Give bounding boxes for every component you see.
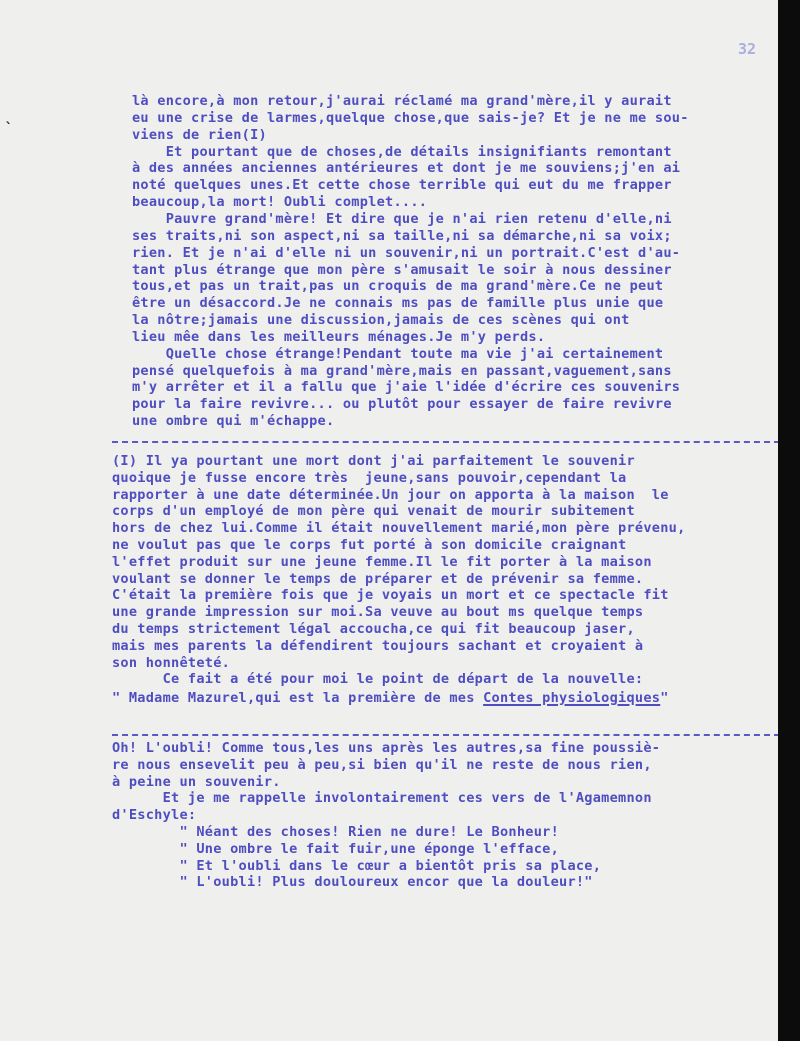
footnote-line: voulant se donner le temps de préparer et de prévenir sa femme.	[112, 570, 644, 587]
paragraph-line: m'y arrêter et il a fallu que j'aie l'idée d'écrire ces souvenirs	[132, 379, 681, 396]
paragraph-line: eu une crise de larmes,quelque chose,que sais-je? Et je ne me sou-	[132, 109, 689, 126]
footnote-line: une grande impression sur moi.Sa veuve au bout ms quelque temps	[112, 604, 644, 621]
footnote-line: ne voulut pas que le corps fut porté à son domicile craignant	[112, 537, 627, 553]
poem-line: " Une ombre le fait fuir,une éponge l'efface,	[112, 840, 560, 857]
page-number: 32	[738, 40, 757, 58]
footnote-line: rapporter à une date déterminée.Un jour on apporta à la maison le	[112, 486, 669, 503]
closing-line: re nous ensevelit peu à peu,si bien qu'il ne reste de nous rien,	[112, 756, 652, 773]
paragraph-line: tant plus étrange que mon père s'amusait le soir à nous dessiner	[132, 261, 672, 278]
paragraph-line: pour la faire revivre... ou plutôt pour essayer de faire revivre	[132, 396, 672, 413]
paragraph-line: beaucoup,la mort! Oubli complet....	[132, 194, 428, 211]
paragraph-line: une ombre qui m'échappe.	[132, 413, 335, 430]
footnote-line: C'était la première fois que je voyais un mort et ce spectacle fit	[112, 587, 669, 604]
poem-line: " Et l'oubli dans le cœur a bientôt pris sa place,	[112, 857, 602, 874]
closing-line: d'Eschyle:	[112, 807, 197, 824]
poem-line: " L'oubli! Plus douloureux encor que la douleur!"	[112, 874, 593, 891]
paragraph-line: Quelle chose étrange!Pendant toute ma vie j'ai certainement	[132, 345, 664, 362]
paragraph-line: Et pourtant que de choses,de détails insignifiants remontant	[132, 143, 672, 160]
paragraph-line: lieu mêe dans les meilleurs ménages.Je m'y perds.	[132, 328, 546, 345]
footnote-line: son honnêteté.	[112, 654, 231, 671]
paragraph-line: pensé quelquefois à ma grand'mère,mais en passant,vaguement,sans	[132, 362, 672, 379]
footnote-line: Ce fait a été pour moi le point de départ de la nouvelle:	[112, 671, 644, 688]
footnote-line: du temps strictement légal accoucha,ce qui fit beaucoup jaser,	[112, 621, 635, 637]
paragraph-line: noté quelques unes.Et cette chose terrible qui eut du me frapper	[132, 177, 672, 194]
footnote-line: mais mes parents la défendirent toujours sachant et croyaient à	[112, 637, 644, 654]
scan-edge	[778, 0, 800, 1041]
book-title: Contes physiologiques	[483, 690, 661, 706]
footnote-line: l'effet produit sur une jeune femme.Il le fit porter à la maison	[112, 553, 652, 570]
footnote-last-before: " Madame Mazurel	[112, 690, 247, 706]
paragraph-line: tous,et pas un trait,pas un croquis de ma grand'mère.Ce ne peut	[132, 278, 664, 295]
footnote-line: quoique je fusse encore très jeune,sans pouvoir,cependant la	[112, 469, 627, 486]
paragraph-line: à des années anciennes antérieures et dont je me souviens;j'en ai	[132, 160, 681, 177]
closing-line: Et je me rappelle involontairement ces vers de l'Agamemnon	[112, 790, 652, 807]
footnote-line: hors de chez lui.Comme il était nouvellement marié,mon père prévenu,	[112, 520, 686, 537]
paragraph-line: être un désaccord.Je ne connais ms pas de famille plus unie que	[132, 295, 664, 312]
paragraph-line: la nôtre;jamais une discussion,jamais de ces scènes qui ont	[132, 312, 630, 329]
paragraph-line: rien. Et je n'ai d'elle ni un souvenir,ni un portrait.C'est d'au-	[132, 244, 681, 261]
closing-line: à peine un souvenir.	[112, 773, 281, 790]
paragraph-line: là encore,à mon retour,j'aurai réclamé ma grand'mère,il y aurait	[132, 93, 672, 109]
closing-line: Oh! L'oubli! Comme tous,les uns après les autres,sa fine poussiè-	[112, 740, 661, 756]
footnote-line: (I) Il ya pourtant une mort dont j'ai parfaitement le souvenir	[112, 453, 635, 469]
margin-mark: ˎ	[4, 108, 13, 124]
poem-line: " Néant des choses! Rien ne dure! Le Bonheur!	[112, 824, 560, 840]
footnote-last-after: "	[660, 690, 669, 706]
footnote-line: corps d'un employé de mon père qui venait de mourir subitement	[112, 503, 635, 520]
paragraph-line: ses traits,ni son aspect,ni sa taille,ni sa démarche,ni sa voix;	[132, 227, 672, 244]
paragraph-line: viens de rien(I)	[132, 126, 267, 143]
footnote-last-middle: ,qui est la première de mes	[246, 690, 484, 706]
paragraph-line: Pauvre grand'mère! Et dire que je n'ai rien retenu d'elle,ni	[132, 210, 672, 227]
footnote-last-line	[112, 690, 669, 707]
separator-text-1	[112, 433, 528, 450]
